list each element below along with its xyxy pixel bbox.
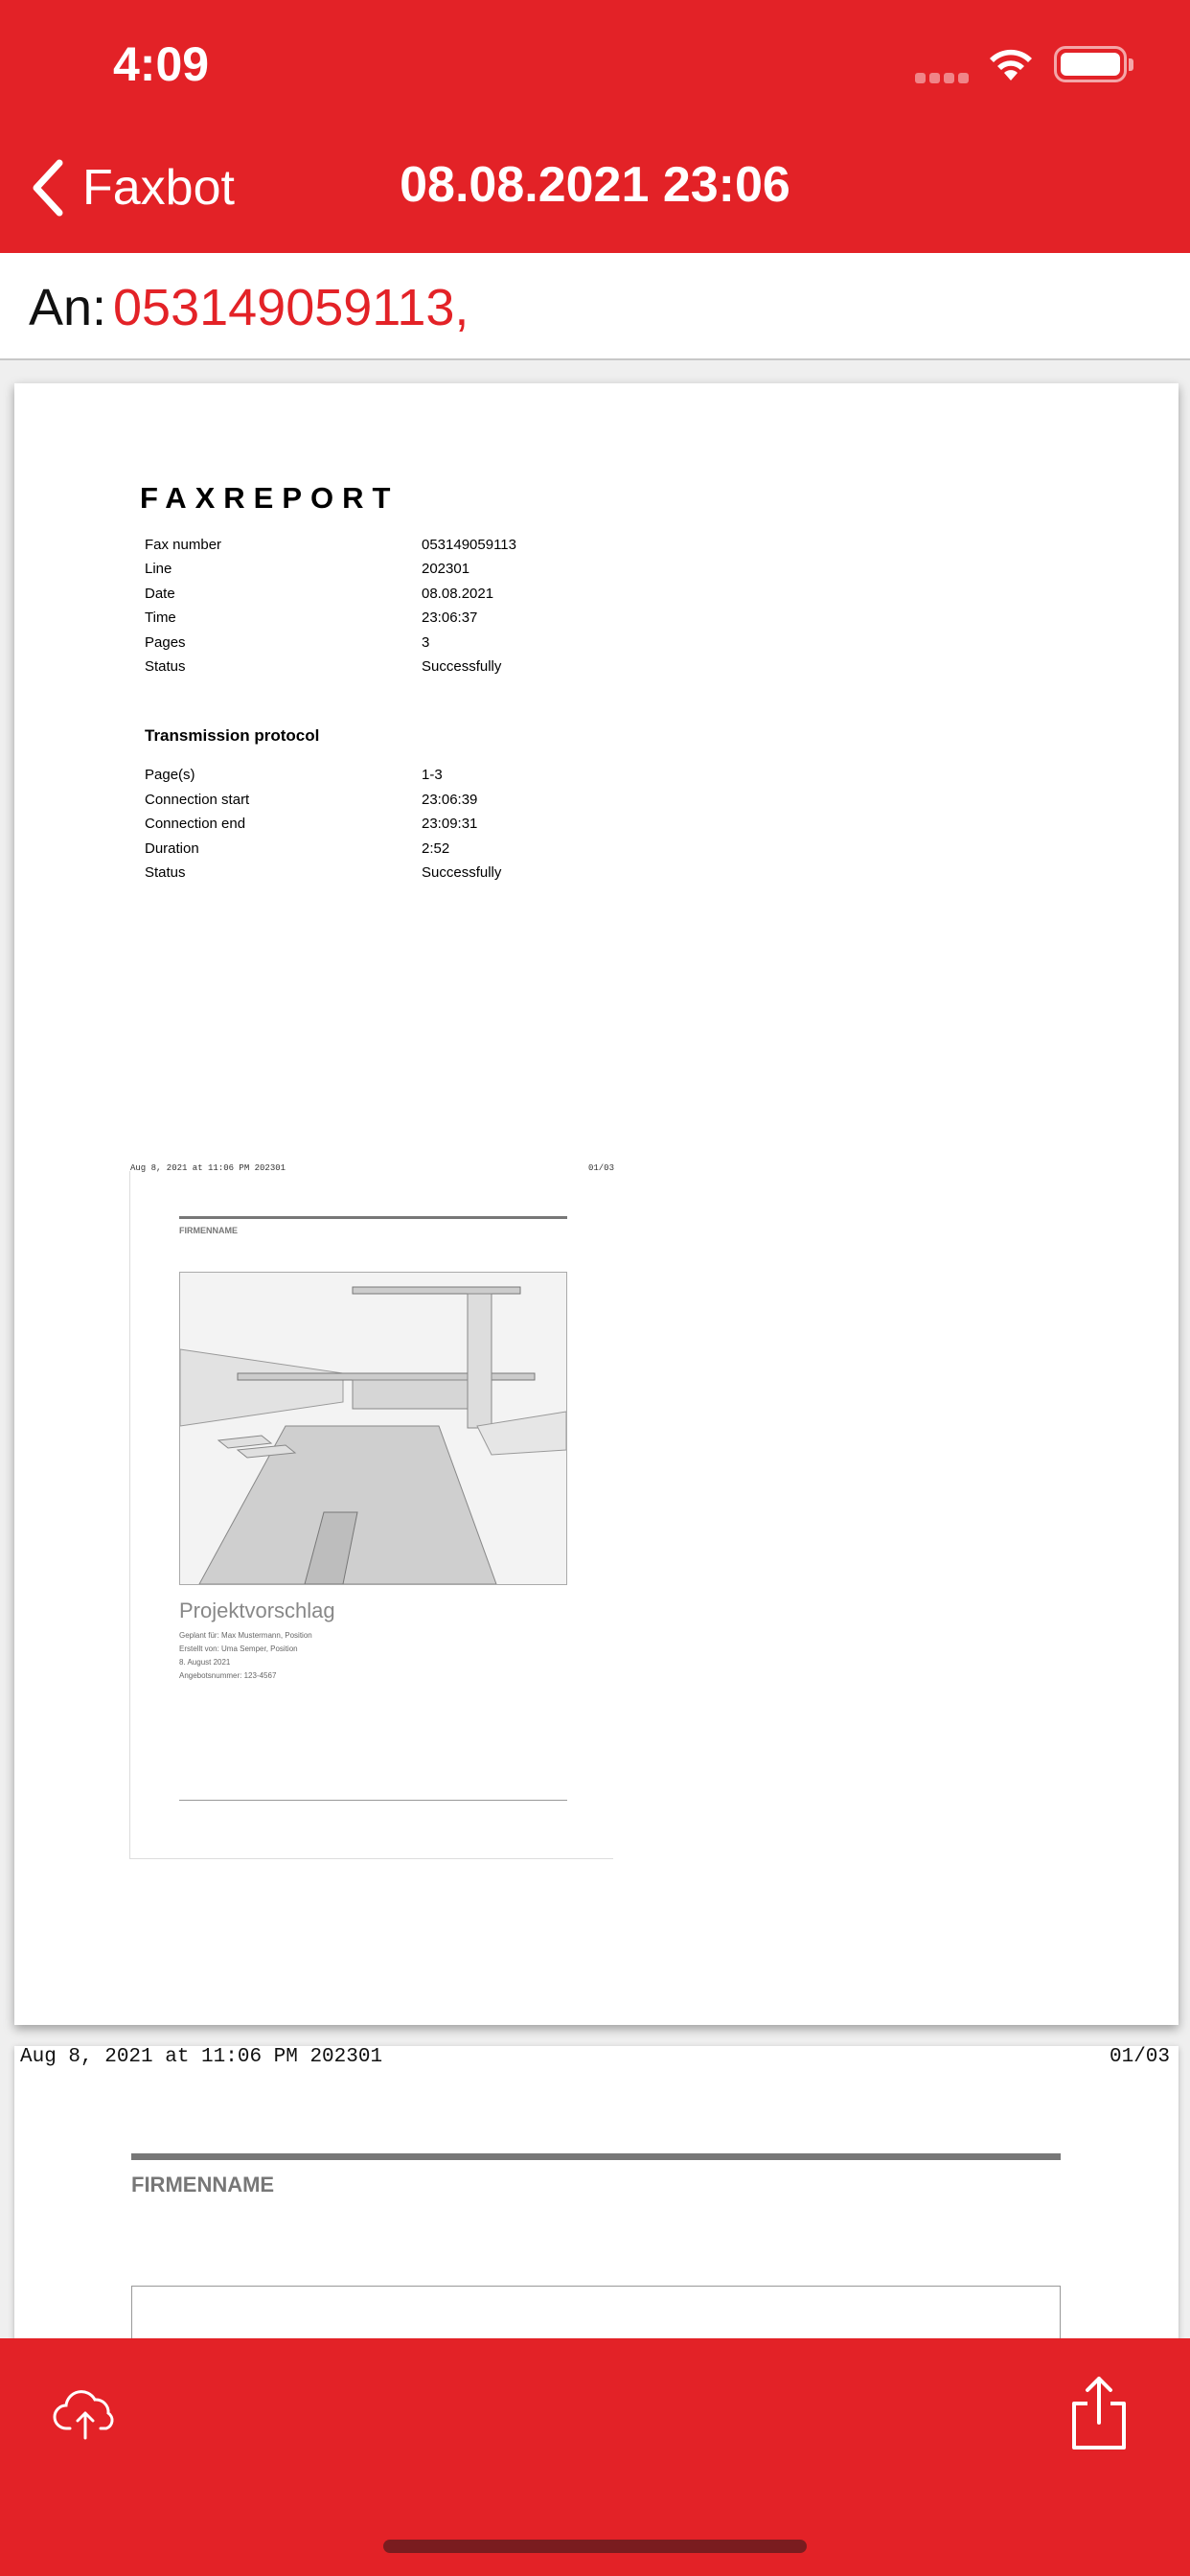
divider: [179, 1216, 567, 1219]
protocol-title: Transmission protocol: [145, 726, 320, 745]
wifi-icon: [987, 46, 1035, 87]
cellular-signal-icon: [915, 71, 973, 88]
share-button[interactable]: [1068, 2375, 1130, 2456]
status-time: 4:09: [113, 37, 210, 91]
recipient-label: An:: [29, 279, 107, 336]
share-icon: [1068, 2375, 1130, 2451]
project-details: Geplant für: Max Mustermann, Position Erstellt von: Uma Semper, Position 8. August 2021 Angebotsnummer: 123-4567: [179, 1631, 312, 1680]
cloud-upload-button[interactable]: [53, 2386, 120, 2445]
recipient-bar: [0, 253, 1190, 360]
thumbnail-header: Aug 8, 2021 at 11:06 PM 202301 01/03: [130, 1163, 614, 1173]
recipient-number[interactable]: 053149059113,: [113, 279, 469, 336]
architecture-sketch-image: [179, 1272, 567, 1585]
back-label: Faxbot: [82, 160, 235, 216]
home-indicator: [383, 2540, 807, 2553]
page-title: 08.08.2021 23:06: [400, 157, 790, 213]
report-title: FAXREPORT: [140, 481, 400, 515]
bottom-toolbar: [0, 2338, 1190, 2576]
project-title: Projektvorschlag: [179, 1598, 335, 1622]
top-bar: [0, 0, 1190, 253]
company-name: FIRMENNAME: [179, 1226, 238, 1235]
cloud-upload-icon: [53, 2386, 120, 2440]
divider: [179, 1800, 567, 1801]
divider: [131, 2153, 1061, 2160]
page-header: Aug 8, 2021 at 11:06 PM 202301 01/03: [20, 2046, 1170, 2068]
first-page-thumbnail: [129, 1163, 614, 1859]
company-name: FIRMENNAME: [131, 2173, 275, 2196]
battery-icon: [1054, 46, 1127, 82]
fax-report-page: FAXREPORT Fax number 053149059113 Line 202301 Date 08.08.2021 Time 23:06:37 Pages 3 Status Successfully Transmission protocol Page(s) 1-3 Connection start 23:06:39 Connection end 23:09:31 Duration 2:52 Status Successfully Aug 8, 2021 at 11:06 PM 202301 01/03 FIRMENNAME Projektvorschlag Geplant für: Max Mustermann, Position Erstellt von: Uma Semper, Position 8. August 2021 Angebotsnummer: 123-4567: [14, 383, 1179, 2025]
